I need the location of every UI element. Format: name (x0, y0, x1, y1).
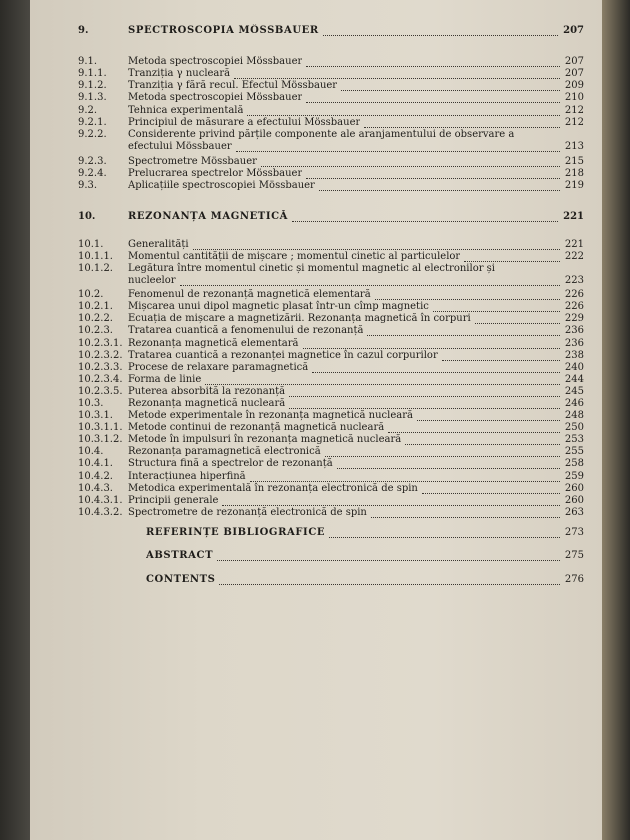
toc-entry-title-text: Metode continui de rezonanță magnetică nucleară (128, 422, 385, 433)
toc-entry-page: 212 (564, 117, 584, 128)
toc-entry-title-text: Rezonanța magnetică elementară (128, 338, 299, 349)
toc-entry-page: 263 (564, 507, 584, 518)
toc-entry (30, 324, 602, 338)
toc-entry (30, 24, 602, 38)
toc-entry-title (146, 573, 215, 587)
toc-entry-continuation (30, 140, 602, 154)
toc-entry-title-text: Spectrometre de rezonanță electronică de spin (128, 507, 367, 518)
toc-entry-title-text: Metode experimentale în rezonanța magnetică nucleară (128, 410, 413, 421)
toc-entry-title (128, 179, 315, 193)
toc-entry-number: 9.2.3. (78, 156, 107, 167)
toc-entry-title-text: Momentul cantității de mișcare ; momentul cinetic al particulelor (128, 251, 461, 262)
toc-entry-number: 9. (78, 25, 89, 36)
toc-entry-title-text: ABSTRACT (146, 550, 214, 561)
toc-entry-title (146, 526, 325, 540)
leader-dots (319, 188, 560, 191)
toc-entry-number: 10.4. (78, 446, 104, 457)
toc-entry-number: 9.1.3. (78, 92, 107, 103)
toc-entry-page: 221 (563, 211, 584, 222)
toc-entry-number: 9.2.4. (78, 168, 107, 179)
toc-entry-number: 10.2.3. (78, 325, 113, 336)
toc-entry-title (128, 91, 302, 105)
toc-entry-number: 10.2.1. (78, 301, 113, 312)
toc-entry-title-text: Aplicațiile spectroscopiei Mössbauer (128, 180, 315, 191)
book-page (30, 0, 602, 840)
toc-entry-page: 210 (564, 92, 584, 103)
toc-entry-title-text: Puterea absorbită la rezonanță (128, 386, 286, 397)
toc-entry-title-text: Metoda spectroscopiei Mössbauer (128, 92, 303, 103)
toc-entry-title-text: Interacțiunea hiperfină (128, 471, 246, 482)
toc-entry-title-text: Mișcarea unui dipol magnetic plasat într-un cîmp magnetic (128, 301, 429, 312)
toc-entry-page: 223 (564, 275, 584, 286)
toc-entry-title-text: Forma de linie (128, 374, 202, 385)
toc-entry-page: 226 (564, 289, 584, 300)
toc-entry-number: 10.1. (78, 239, 104, 250)
toc-entry-title (146, 549, 213, 563)
toc-entry-title-text: Structura fină a spectrelor de rezonanță (128, 458, 333, 469)
toc-entry-number: 9.1.1. (78, 68, 107, 79)
toc-entry-title-text: Procese de relaxare paramagnetică (128, 362, 309, 373)
toc-entry-title-text: Metode în impulsuri în rezonanța magnetică nucleară (128, 434, 402, 445)
toc-entry-page: 218 (564, 168, 584, 179)
toc-entry-title-text: Rezonanța magnetică nucleară (128, 398, 286, 409)
toc-entry-continuation (30, 274, 602, 288)
toc-entry-page: 260 (564, 483, 584, 494)
toc-entry-number: 10.2. (78, 289, 104, 300)
leader-dots (180, 283, 560, 286)
toc-entry-title-text: Considerente privind părțile componente ale aranjamentului de observare a (128, 129, 515, 140)
toc-entry-title-text: REFERINȚE BIBLIOGRAFICE (146, 527, 326, 538)
toc-entry-number: 10.4.3. (78, 483, 113, 494)
leader-dots (367, 333, 560, 336)
toc-entry-page: 212 (564, 105, 584, 116)
toc-entry-number: 10.4.3.2. (78, 507, 123, 518)
leader-dots (371, 515, 560, 518)
toc-entry-page: 240 (564, 362, 584, 373)
toc-entry-page: 258 (564, 458, 584, 469)
toc-entry-title-text: Principiul de măsurare a efectului Mössbauer (128, 117, 361, 128)
leader-dots (323, 33, 558, 36)
toc-entry-title-text: SPECTROSCOPIA MÖSSBAUER (128, 25, 319, 36)
toc-entry-page: 207 (564, 68, 584, 79)
toc-entry-title-text: Generalități (128, 239, 189, 250)
toc-entry-number: 9.2.1. (78, 117, 107, 128)
toc-entry-title-continued: nucleelor (128, 275, 176, 286)
toc-entry-page: 273 (564, 527, 584, 538)
toc-entry-title (128, 210, 288, 224)
toc-entry-page: 248 (564, 410, 584, 421)
leader-dots (337, 466, 560, 469)
toc-entry-number: 10.2.2. (78, 313, 113, 324)
toc-entry-number: 10.2.3.4. (78, 374, 123, 385)
toc-entry-title-text: CONTENTS (146, 574, 216, 585)
toc-entry-number: 10.4.2. (78, 471, 113, 482)
toc-entry-number: 10.3.1. (78, 410, 113, 421)
toc-entry-number: 10. (78, 211, 96, 222)
toc-entry-page: 275 (564, 550, 584, 561)
toc-entry-number: 9.1.2. (78, 80, 107, 91)
leader-dots (217, 558, 560, 561)
toc-entry-page: 259 (564, 471, 584, 482)
toc-entry (30, 210, 602, 224)
toc-entry-page: 219 (564, 180, 584, 191)
toc-entry (30, 526, 602, 540)
toc-entry-page: 236 (564, 338, 584, 349)
toc-entry-number: 9.2.2. (78, 129, 107, 140)
toc-entry (30, 573, 602, 587)
toc-entry-number: 10.2.3.3. (78, 362, 123, 373)
toc-entry-page: 209 (564, 80, 584, 91)
toc-entry-title-text: Principii generale (128, 495, 219, 506)
toc-entry-number: 9.1. (78, 56, 98, 67)
toc-entry-number: 9.3. (78, 180, 98, 191)
toc-entry-number: 10.4.3.1. (78, 495, 123, 506)
toc-entry-page: 207 (564, 56, 584, 67)
toc-entry-page: 213 (564, 141, 584, 152)
toc-entry (30, 179, 602, 193)
toc-entry-page: 260 (564, 495, 584, 506)
toc-entry (30, 457, 602, 471)
toc-entry-page: 221 (564, 239, 584, 250)
toc-entry-title (128, 506, 367, 520)
toc-entry-title (128, 24, 319, 38)
toc-entry-title-text: Tehnica experimentală (128, 105, 244, 116)
leader-dots (236, 149, 560, 152)
toc-entry (30, 506, 602, 520)
toc-entry-title-text: Tranziția γ fără recul. Efectul Mössbauer (128, 80, 338, 91)
toc-entry-title-text: Tratarea cuantică a fenomenului de rezonanță (128, 325, 364, 336)
toc-entry-page: 222 (564, 251, 584, 262)
toc-entry-title-text: Prelucrarea spectrelor Mössbauer (128, 168, 303, 179)
toc-entry-number: 9.2. (78, 105, 98, 116)
toc-entry-number: 10.3.1.1. (78, 422, 123, 433)
leader-dots (306, 100, 560, 103)
toc-entry-title-text: REZONANȚA MAGNETICĂ (128, 211, 289, 222)
toc-entry-title-continued: efectului Mössbauer (128, 141, 232, 152)
toc-entry-page: 215 (564, 156, 584, 167)
toc-entry-page: 253 (564, 434, 584, 445)
toc-entry-page: 245 (564, 386, 584, 397)
toc-entry-number: 10.2.3.2. (78, 350, 123, 361)
toc-entry-number: 10.1.2. (78, 263, 113, 274)
book-spine-shadow (0, 0, 30, 840)
toc-entry-page: 238 (564, 350, 584, 361)
toc-entry-number: 10.1.1. (78, 251, 113, 262)
toc-entry-title-text: Metodica experimentală în rezonanța electronică de spin (128, 483, 418, 494)
toc-entry-number: 10.2.3.5. (78, 386, 123, 397)
toc-entry-number: 10.3.1.2. (78, 434, 123, 445)
toc-entry-title-text: Ecuația de mișcare a magnetizării. Rezonanța magnetică în corpuri (128, 313, 471, 324)
leader-dots (219, 582, 560, 585)
toc-entry-title-text: Fenomenul de rezonanță magnetică elementară (128, 289, 371, 300)
toc-entry-page: 246 (564, 398, 584, 409)
toc-entry-page: 226 (564, 301, 584, 312)
toc-entry-number: 10.4.1. (78, 458, 113, 469)
toc-entry-page: 255 (564, 446, 584, 457)
toc-entry-page: 250 (564, 422, 584, 433)
leader-dots (292, 219, 558, 222)
toc-entry-number: 10.2.3.1. (78, 338, 123, 349)
toc-entry-title-text: Tranziția γ nucleară (128, 68, 231, 79)
toc-entry-number: 10.3. (78, 398, 104, 409)
toc-entry-title-text: Tratarea cuantică a rezonanței magnetice în cazul corpurilor (128, 350, 438, 361)
toc-entry-title-text: Spectrometre Mössbauer (128, 156, 257, 167)
toc-entry-page: 244 (564, 374, 584, 385)
toc-entry (30, 549, 602, 563)
toc-entry-title (128, 457, 333, 471)
toc-entry-title-text: Rezonanța paramagnetică electronică (128, 446, 321, 457)
toc-entry-page: 276 (564, 574, 584, 585)
toc-entry-title-text: Legătura între momentul cinetic și momentul magnetic al electronilor și (128, 263, 495, 274)
leader-dots (329, 535, 560, 538)
toc-entry-page: 236 (564, 325, 584, 336)
toc-entry-page: 229 (564, 313, 584, 324)
toc-entry-title-text: Metoda spectroscopiei Mössbauer (128, 56, 303, 67)
page-edge-shadow (602, 0, 630, 840)
toc-entry (30, 91, 602, 105)
toc-entry-title (128, 324, 363, 338)
toc-entry-page: 207 (563, 25, 584, 36)
